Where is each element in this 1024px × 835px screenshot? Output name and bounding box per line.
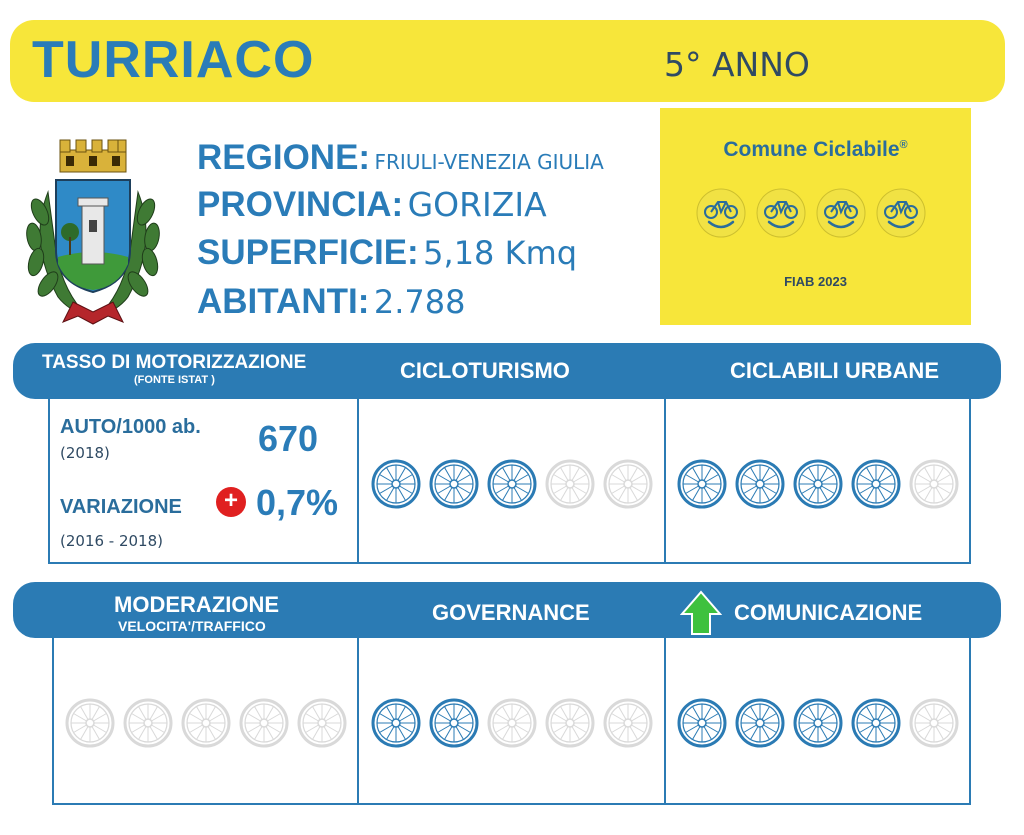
wheel-empty-icon <box>908 697 960 749</box>
comune-ciclabile-badge <box>660 108 971 325</box>
wheel-filled-icon <box>850 458 902 510</box>
panel1-divider-2 <box>664 399 666 564</box>
province-label: PROVINCIA: <box>197 185 404 224</box>
comunicazione-rating <box>676 697 960 749</box>
comunicazione-title: COMUNICAZIONE <box>734 600 923 625</box>
wheel-filled-icon <box>370 458 422 510</box>
wheel-empty-icon <box>238 697 290 749</box>
region-row <box>197 138 604 178</box>
area-value: 5,18 Kmq <box>423 234 578 272</box>
variation-years: (2016 - 2018) <box>60 532 164 550</box>
panel1-left-border <box>48 399 50 564</box>
panel2-left-border <box>52 638 54 805</box>
smiling-bike-icon <box>816 188 866 238</box>
smiling-bike-icon <box>696 188 746 238</box>
wheel-empty-icon <box>908 458 960 510</box>
panel2-divider-2 <box>664 638 666 805</box>
population-row <box>197 282 465 322</box>
region-label: REGIONE: <box>197 138 371 177</box>
auto-label: AUTO/1000 ab. <box>60 416 201 438</box>
year-label: 5° ANNO <box>664 45 810 84</box>
wheel-filled-icon <box>486 458 538 510</box>
up-arrow-icon <box>680 590 722 636</box>
population-label: ABITANTI: <box>197 282 370 321</box>
auto-year: (2018) <box>60 444 110 462</box>
auto-value: 670 <box>258 418 319 459</box>
moderazione-title: MODERAZIONE <box>114 592 279 617</box>
registered-mark: ® <box>899 139 908 151</box>
badge-footer: FIAB 2023 <box>784 274 847 289</box>
cicloturismo-rating <box>370 458 654 510</box>
wheel-filled-icon <box>734 697 786 749</box>
wheel-empty-icon <box>180 697 232 749</box>
wheel-empty-icon <box>122 697 174 749</box>
wheel-filled-icon <box>370 697 422 749</box>
wheel-empty-icon <box>602 697 654 749</box>
city-name: TURRIACO <box>32 31 315 89</box>
moderazione-rating <box>64 697 348 749</box>
wheel-filled-icon <box>676 458 728 510</box>
wheel-filled-icon <box>428 697 480 749</box>
governance-rating <box>370 697 654 749</box>
governance-title: GOVERNANCE <box>432 600 590 625</box>
province-value: GORIZIA <box>407 185 547 224</box>
wheel-filled-icon <box>676 697 728 749</box>
plus-icon: + <box>216 487 246 517</box>
variation-label: VARIAZIONE <box>60 496 182 518</box>
wheel-empty-icon <box>296 697 348 749</box>
moderazione-subtitle: VELOCITA'/TRAFFICO <box>118 618 266 634</box>
wheel-filled-icon <box>792 458 844 510</box>
wheel-filled-icon <box>734 458 786 510</box>
wheel-filled-icon <box>850 697 902 749</box>
ciclabili-title: CICLABILI URBANE <box>730 358 939 383</box>
wheel-empty-icon <box>64 697 116 749</box>
wheel-empty-icon <box>544 458 596 510</box>
cicloturismo-title: CICLOTURISMO <box>400 358 570 383</box>
panel1-bottom-border <box>48 562 971 564</box>
wheel-filled-icon <box>428 458 480 510</box>
panel1-divider-1 <box>357 399 359 564</box>
panel2-bottom-border <box>52 803 971 805</box>
panel2-divider-1 <box>357 638 359 805</box>
smiling-bike-icon <box>756 188 806 238</box>
coat-of-arms-icon <box>18 132 168 328</box>
badge-bike-icons <box>696 188 926 238</box>
region-value: FRIULI-VENEZIA GIULIA <box>374 150 604 174</box>
ciclabili-rating <box>676 458 960 510</box>
badge-title <box>660 138 971 162</box>
panel2-right-border <box>969 638 971 805</box>
province-row <box>197 185 547 225</box>
area-row <box>197 233 577 273</box>
wheel-empty-icon <box>544 697 596 749</box>
wheel-filled-icon <box>792 697 844 749</box>
badge-title-text: Comune Ciclabile <box>723 138 900 161</box>
panel1-right-border <box>969 399 971 564</box>
wheel-empty-icon <box>602 458 654 510</box>
area-label: SUPERFICIE: <box>197 233 419 272</box>
moto-source: (FONTE ISTAT ) <box>134 374 215 386</box>
population-value: 2.788 <box>373 283 466 321</box>
smiling-bike-icon <box>876 188 926 238</box>
moto-title: TASSO DI MOTORIZZAZIONE <box>42 352 307 373</box>
wheel-empty-icon <box>486 697 538 749</box>
variation-value: 0,7% <box>256 482 339 523</box>
